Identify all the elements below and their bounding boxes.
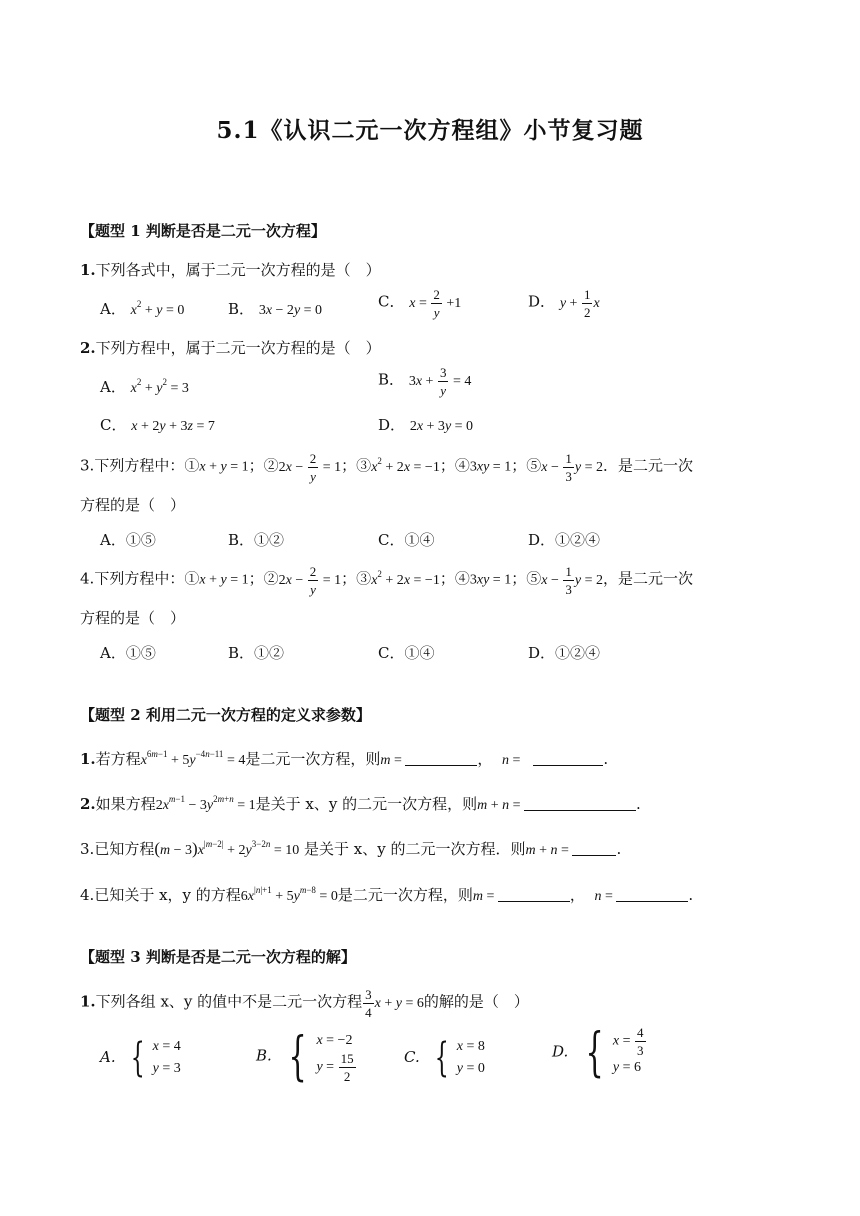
- question-1-4-line2: 方程的是（ ）: [80, 609, 186, 627]
- question-2-1: 1.若方程$x^{6m-1} + 5y^{-4n-11} = 4$是二元一次方程，则m = ， n = .: [80, 749, 609, 768]
- option-b: B．①②: [228, 644, 285, 662]
- option-a: A．①⑤: [100, 644, 156, 662]
- option-d: D．①②④: [528, 644, 601, 662]
- option-c: C． x + 2y + 3z = 7: [100, 416, 215, 434]
- option-b: B． 3x − 2y = 0: [228, 300, 323, 318]
- question-2-2: 2.如果方程$2x^{m-1} - 3y^{2m+n} = 1$是关于 x、y 的二元一次方程，则m + n = .: [80, 794, 641, 813]
- question-3-1: 1.下列各组 x、y 的值中不是二元一次方程 $\frac{3}{4}$ x + y = 6的解的是（ ）: [80, 987, 529, 1020]
- option-b: B. { x = −2 y = $\frac{15}{2}$: [256, 1026, 354, 1087]
- option-a: A． $x^2 + y^2 = 3$: [100, 377, 189, 396]
- question-1-1: 1.下列各式中，属于二元一次方程的是（ ）: [80, 261, 381, 279]
- section-heading-3: 【题型 3 判断是否是二元一次方程的解】: [80, 948, 356, 966]
- section-heading-2: 【题型 2 利用二元一次方程的定义求参数】: [80, 706, 371, 724]
- question-1-3: 3.下列方程中：①x + y = 1；②2x − $\frac{2}{y}$ = 1；$③x^2 + 2x = -1$；④3xy = 1；⑤x − $\frac{1}{3}$ y = 2．是二元一次: [80, 451, 693, 484]
- page-title: 5.1《认识二元一次方程组》小节复习题: [216, 117, 644, 144]
- option-b: B． 3x + $\frac{3}{y}$ = 4: [378, 365, 472, 398]
- question-2-4: 4.已知关于 x，y 的方程$6x^{|n|+1} + 5y^{m-8} = 0$是二元一次方程，则m = ， n = .: [80, 885, 694, 904]
- section-heading-1: 【题型 1 判断是否是二元一次方程】: [80, 222, 326, 240]
- option-d: D. { x = $\frac{4}{3}$ y = 6: [552, 1022, 644, 1083]
- option-c: C．①④: [378, 644, 435, 662]
- option-d: D． 2x + 3y = 0: [378, 416, 474, 434]
- option-c: C． x = $\frac{2}{y}$ +1: [378, 287, 462, 320]
- question-1-4: 4.下列方程中：①x + y = 1；②2x − $\frac{2}{y}$ = 1；$③x^2 + 2x = -1$；④3xy = 1；⑤x − $\frac{1}{3}$ y = 2，是二元一次: [80, 564, 693, 597]
- question-2-3: 3.已知方程$(m - 3)x^{|m-2|} + 2y^{3-2n} = 10$ 是关于 x、y 的二元一次方程．则m + n = .: [80, 839, 622, 858]
- option-b: B．①②: [228, 531, 285, 549]
- option-c: C. { x = 8 y = 0: [404, 1035, 485, 1081]
- question-1-2: 2.下列方程中，属于二元一次方程的是（ ）: [80, 339, 381, 357]
- option-d: D．①②④: [528, 531, 601, 549]
- option-a: A． $x^2 + y = 0$: [100, 299, 185, 318]
- option-a: A. { x = 4 y = 3: [100, 1035, 181, 1081]
- option-d: D． y + $\frac{1}{2}$ x: [528, 287, 600, 320]
- option-a: A．①⑤: [100, 531, 156, 549]
- option-c: C．①④: [378, 531, 435, 549]
- question-1-3-line2: 方程的是（ ）: [80, 496, 186, 514]
